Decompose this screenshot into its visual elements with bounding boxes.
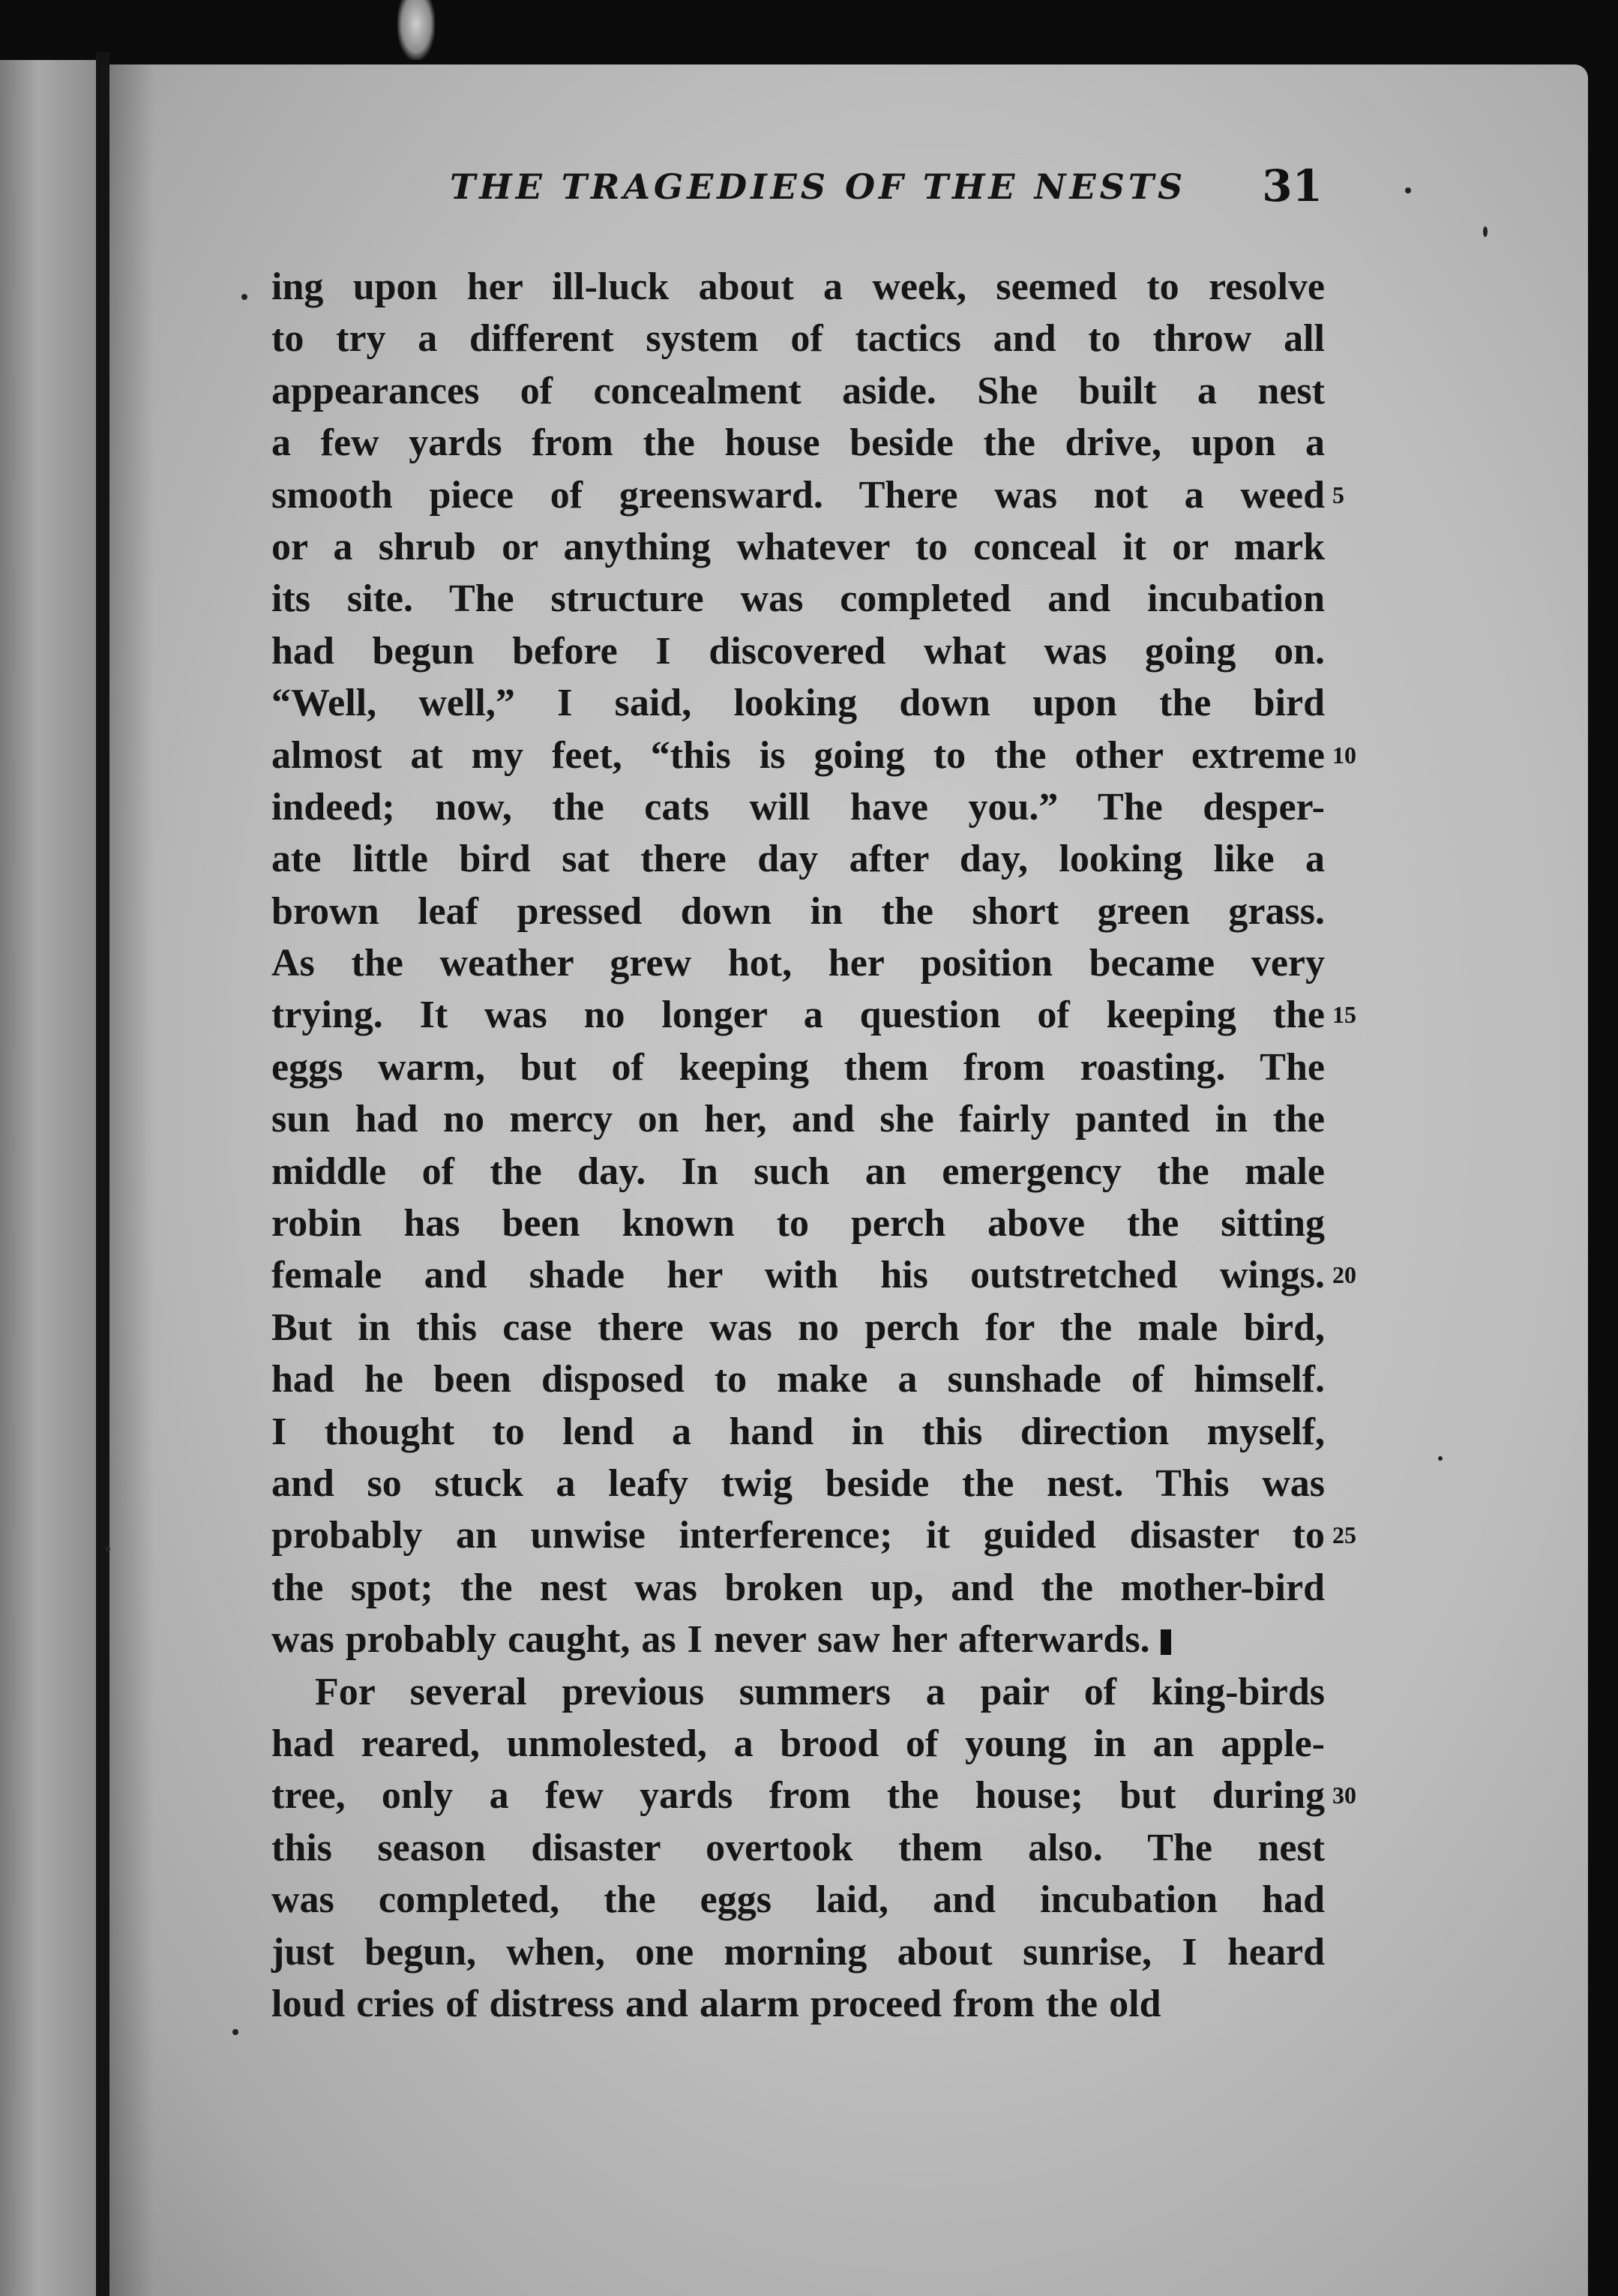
text-line-content: “Well, well,” I said, looking down upon the bird [271,682,1325,725]
text-line [271,1509,1356,1561]
text-line-content: was probably caught, as I never saw her afterwards. [271,1618,1150,1662]
text-line-content: smooth piece of greensward. There was not a weed [271,473,1325,517]
text-line-content: indeed; now, the cats will have you.” The desper- [271,785,1325,829]
text-line-content: eggs warm, but of keeping them from roasting. The [271,1045,1325,1089]
dust-speck [1438,1456,1443,1461]
text-line [271,886,1325,937]
text-line-content: female and shade her with his outstretched wings. [271,1254,1325,1297]
line-number: 15 [1332,1001,1356,1029]
text-line [271,1874,1325,1926]
text-line-content: to try a different system of tactics and to throw all [271,317,1325,361]
text-line [271,730,1356,781]
text-line-content: had begun before I discovered what was going on. [271,629,1325,673]
text-line-content: As the weather grew hot, her position became very [271,942,1325,985]
text-line [271,1406,1325,1458]
text-line-content: a few yards from the house beside the drive, upon a [271,421,1325,465]
text-line-content: tree, only a few yards from the house; but during [271,1774,1325,1818]
body-text [271,261,1356,2030]
text-line [271,261,1325,313]
text-line [271,989,1356,1041]
text-line [271,1926,1325,1978]
scan-artifact [397,0,435,60]
dust-speck [105,1546,110,1551]
text-line [271,1614,1325,1665]
text-line [271,1822,1325,1874]
line-number: 30 [1332,1782,1356,1809]
text-line-content: and so stuck a leafy twig beside the nest. This was [271,1461,1325,1505]
text-line [271,1093,1325,1145]
text-line-content: But in this case there was no perch for the male bird, [271,1305,1325,1349]
text-line-content: For several previous summers a pair of king-birds [315,1670,1325,1713]
text-line-content: or a shrub or anything whatever to conceal it or mark [271,525,1325,568]
text-line-content: sun had no mercy on her, and she fairly panted in the [271,1098,1325,1141]
text-line [271,1249,1356,1301]
text-line-content: the spot; the nest was broken up, and the mother-bird [271,1566,1325,1609]
page-number: 31 [1262,160,1323,211]
line-number: 10 [1332,741,1356,769]
text-line [271,625,1325,677]
text-line-content: loud cries of distress and alarm proceed from the old [271,1982,1161,2025]
text-line [271,417,1325,469]
text-line [271,1197,1325,1249]
text-line-content: ing upon her ill-luck about a week, seemed to resolve [271,265,1325,308]
text-line-content: probably an unwise interference; it guided disaster to [271,1514,1325,1557]
text-line [271,1718,1325,1770]
text-line [271,1770,1356,1821]
text-line-content: had reared, unmolested, a brood of young in an apple- [271,1722,1325,1765]
text-line [271,1978,1325,2030]
text-line-content: was completed, the eggs laid, and incubation had [271,1878,1325,1922]
text-line-content: had he been disposed to make a sunshade of himself. [271,1358,1325,1401]
text-line [271,1353,1325,1405]
dust-speck [1483,226,1488,237]
text-line [271,1302,1325,1353]
text-line-content: its site. The structure was completed and incubation [271,577,1325,621]
text-line-content: middle of the day. In such an emergency the male [271,1149,1325,1193]
text-line-content: just begun, when, one morning about sunrise, I heard [271,1930,1325,1974]
text-line-content: this season disaster overtook them also. The nest [271,1826,1325,1869]
line-number: 25 [1332,1521,1356,1549]
running-head: THE TRAGEDIES OF THE NESTS [450,166,1187,207]
book-gutter [96,52,109,2296]
line-number: 5 [1332,481,1344,508]
text-line [271,1458,1325,1509]
dust-speck [241,294,247,300]
text-line-content: brown leaf pressed down in the short green grass. [271,889,1325,933]
text-line-content: appearances of concealment aside. She built a nest [271,369,1325,412]
text-line-content: ate little bird sat there day after day, looking like a [271,838,1325,881]
text-line-content: almost at my feet, “this is going to the other extreme [271,733,1325,777]
text-line [271,1146,1325,1197]
dust-speck [1405,187,1411,193]
text-line-content: robin has been known to perch above the sitting [271,1202,1325,1245]
page-shadow [109,64,154,2296]
text-line [271,313,1325,364]
paragraph-end-mark [1161,1629,1171,1655]
text-line [271,937,1325,989]
text-line [271,781,1325,833]
text-line [271,365,1325,417]
text-line [271,469,1344,521]
text-line [271,833,1325,885]
line-number: 20 [1332,1261,1356,1289]
text-line [271,1562,1325,1614]
text-line [271,1666,1325,1718]
text-line-content: trying. It was no longer a question of keeping the [271,994,1325,1037]
text-line [271,573,1325,625]
facing-page-edge [0,60,96,2296]
text-line [271,1042,1325,1093]
text-line [271,677,1325,729]
text-line-content: I thought to lend a hand in this direction myself, [271,1410,1325,1453]
page-header [450,160,1323,219]
dust-speck [232,2029,238,2035]
text-line [271,521,1325,573]
